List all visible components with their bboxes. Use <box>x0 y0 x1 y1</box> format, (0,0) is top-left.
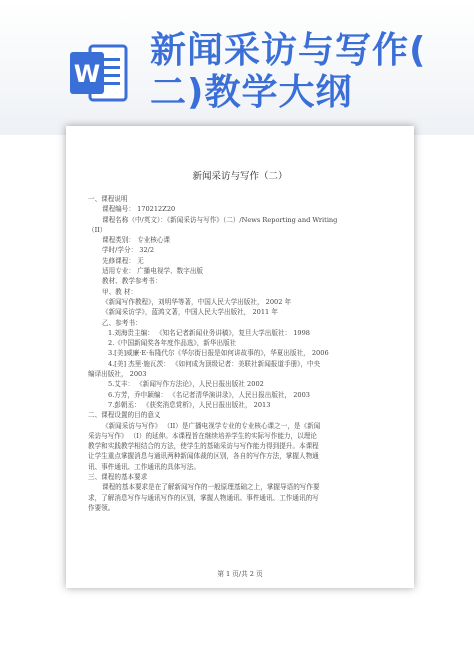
document-text-line: 先修课程： 无 <box>102 256 144 265</box>
document-text-line: 作要领。 <box>88 503 115 512</box>
document-text-line: 讯、事件通讯、工作通讯的具体写法。 <box>88 462 201 471</box>
document-text-line: 课程编号： 170212Z20 <box>102 205 176 214</box>
document-text-line: 二、课程设置的目的意义 <box>88 411 161 420</box>
document-body <box>88 194 392 513</box>
document-text-line: 学时/学分： 32/2 <box>102 246 155 255</box>
document-text-line: 让学生重点掌握消息与通讯两种新闻体裁的区别，各自的写作方法，掌握人物通 <box>88 452 319 461</box>
document-text-line: 课程的基本要求是在了解新闻写作的一般原理基础之上，掌握导语的写作要 <box>102 483 320 492</box>
document-text-line: 乙、参考书： <box>102 318 142 327</box>
document-text-line: 4.[美] 杰里·施瓦茨： 《如何成为顶级记者：美联社新闻报道手册》，中央 <box>108 359 321 368</box>
document-text-line: 三、课程的基本要求 <box>88 473 148 482</box>
document-text-line: 1.刘海贵主编： 《知名记者新闻业务讲稿》，复旦大学出版社： 1998 <box>108 328 310 337</box>
document-text-line: 6.方芳，乔申颖编： 《名记者清华演讲录》，人民日报出版社， 2003 <box>108 390 310 399</box>
document-text-line: 《新闻采访学》，蓝鸿文著，中国人民大学出版社， 2011 年 <box>102 308 278 317</box>
document-text-line: 一、课程说明 <box>88 195 128 203</box>
document-text-line: 适用专业： 广播电视学、数字出版 <box>102 267 204 276</box>
document-text-line: 3.[美]威廉·E·布隆代尔《华尔街日报是如何讲故事的》，华夏出版社， 2006 <box>108 349 329 358</box>
document-text-line: 采访与写作》 （I）的延伸。本课程旨在继续培养学生的实际写作能力，以理论 <box>88 431 317 440</box>
document-text-line: 教材、教学参考书： <box>102 277 162 286</box>
word-document-icon <box>68 42 130 104</box>
header-banner <box>0 0 474 135</box>
page-title-line-1: 新闻采访与写作( <box>150 30 427 71</box>
document-text-line: 《新闻采访与写作》 （II）是广播电视学专业的专业核心课之一，是《新闻 <box>102 421 321 430</box>
document-text-line: 求，了解消息写作与通讯写作的区别，掌握人物通讯、事件通讯、工作通讯的写 <box>88 493 319 502</box>
document-page <box>66 126 414 588</box>
document-text-line: 7.彭朝丞： 《获奖消息赏析》，人民日报出版社， 2013 <box>108 400 271 409</box>
document-text-line: 甲、教 材： <box>102 287 138 296</box>
document-title: 新闻采访与写作（二） <box>192 171 288 182</box>
page-number-footer: 第 1 页/共 2 页 <box>217 570 263 578</box>
document-text-line: （II） <box>88 225 107 234</box>
document-text-line: 教学和实践教学相结合的方法，使学生的基础采访与写作能力得到提升。本课程 <box>88 442 319 451</box>
document-text-line: 5.艾丰： 《新闻写作方法论》，人民日报出版社 2002 <box>108 380 264 389</box>
document-text-line: 编译出版社， 2003 <box>88 370 147 379</box>
document-text-line: 2.《中国新闻奖各年度作品选》，新华出版社 <box>108 339 237 348</box>
document-text-line: 《新闻写作教程》，刘明华等著，中国人民大学出版社， 2002 年 <box>102 297 292 306</box>
word-logo-letter: W <box>73 60 101 88</box>
page-title-line-2: 二)教学大纲 <box>150 72 353 113</box>
document-text-line: 课程名称（中/英文）：《新闻采访与写作》（二）/News Reporting and Writing <box>102 215 338 224</box>
document-text-line: 课程类别： 专业核心课 <box>102 236 171 245</box>
